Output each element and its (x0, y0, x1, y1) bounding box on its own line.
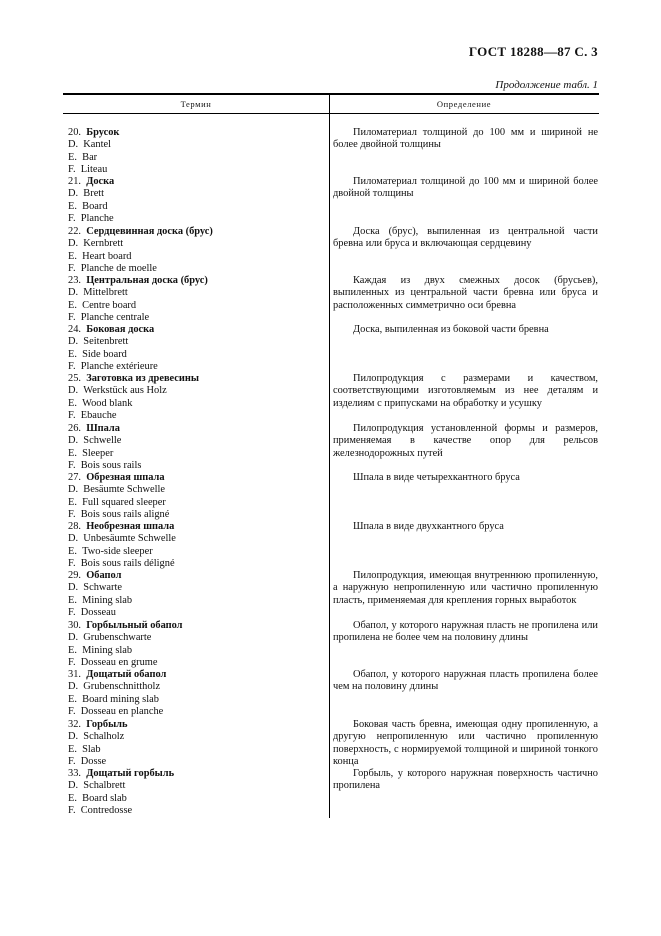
term-cell (68, 324, 328, 373)
term-cell (68, 521, 328, 570)
term-english: Centre board (82, 299, 137, 311)
term-german-line: D. Grubenschwarte (68, 632, 152, 644)
definition-text: Доска (брус), выпиленная из центральной части бревна или бруса и включающая сердцевину (333, 226, 598, 250)
term-english-line: E. Board (68, 200, 108, 212)
column-divider (329, 94, 330, 818)
term-cell (68, 176, 328, 225)
term-french: Dosseau en planche (80, 705, 164, 717)
term-russian: Сердцевинная доска (брус) (86, 226, 213, 237)
term-cell (68, 275, 328, 324)
term-english-line: E. Centre board (68, 299, 137, 311)
term-english: Full squared sleeper (82, 496, 166, 508)
term-german-line: D. Brett (68, 188, 105, 200)
term-german: Grubenschwarte (83, 632, 152, 644)
term-german-line: D. Schwelle (68, 435, 122, 447)
term-cell (68, 472, 328, 521)
term-german-line: D. Kantel (68, 139, 111, 151)
term-french-line: F. Planche extérieure (68, 360, 158, 372)
term-russian: Необрезная шпала (86, 521, 175, 532)
term-cell (68, 373, 328, 422)
term-english: Mining slab (82, 594, 133, 606)
definition-text: Шпала в виде двухкантного бруса (353, 521, 504, 532)
term-german-line: D. Schwarte (68, 582, 122, 594)
term-french: Planche extérieure (80, 360, 158, 372)
definition-text: Пиломатериал толщиной до 100 мм и шириной более двойной толщины (333, 176, 598, 200)
term-english: Side board (82, 348, 127, 360)
term-number: 30. (68, 620, 81, 631)
definition-text: Обапол, у которого наружная пласть не пропилена или пропилена не более чем на половину длины (333, 620, 598, 644)
term-english: Slab (82, 743, 101, 755)
term-german-line: D. Grubenschnittholz (68, 681, 161, 693)
term-russian: Горбыльный обапол (86, 620, 183, 631)
term-number: 28. (68, 521, 81, 532)
term-russian: Доска (86, 176, 115, 187)
term-cell (68, 669, 328, 718)
definition-text: Пилопродукция установленной формы и размеров, применяемая в качестве опор для рельсов железнодорожных путей (333, 423, 598, 459)
term-number: 26. (68, 423, 81, 434)
term-german: Schwarte (83, 582, 122, 594)
term-german-line: D. Besäumte Schwelle (68, 484, 165, 496)
term-cell (68, 127, 328, 176)
term-cell (68, 570, 328, 619)
definition-cell (333, 472, 598, 484)
term-english-line: E. Wood blank (68, 397, 133, 409)
term-french: Bois sous rails (80, 459, 142, 471)
term-french: Planche centrale (80, 311, 150, 323)
term-french: Ebauche (80, 409, 117, 421)
term-russian: Шпала (86, 423, 120, 434)
term-french: Planche de moelle (80, 262, 157, 274)
term-english-line: E. Mining slab (68, 644, 133, 656)
term-english: Board slab (82, 792, 127, 804)
term-russian: Заготовка из древесины (86, 373, 199, 384)
definition-cell (333, 521, 598, 533)
term-french: Bois sous rails aligné (80, 508, 170, 520)
term-number: 25. (68, 373, 81, 384)
term-number: 27. (68, 472, 81, 483)
term-number: 20. (68, 127, 81, 138)
term-french-line: F. Bois sous rails (68, 459, 142, 471)
term-french: Dosseau en grume (80, 656, 158, 668)
definition-cell (333, 570, 598, 607)
term-english: Mining slab (82, 644, 133, 656)
term-french: Liteau (80, 163, 108, 175)
term-french-line: F. Dosseau (68, 606, 116, 618)
definition-cell (333, 275, 598, 312)
term-english: Bar (82, 151, 98, 163)
definition-cell (333, 127, 598, 152)
term-french: Bois sous rails déligné (80, 557, 175, 569)
column-header-definition: Определение (436, 99, 492, 109)
term-german: Besäumte Schwelle (83, 484, 165, 496)
term-number: 32. (68, 719, 81, 730)
term-cell (68, 620, 328, 669)
term-russian: Центральная доска (брус) (86, 275, 208, 286)
term-english: Heart board (82, 250, 132, 262)
term-german: Schwelle (83, 435, 122, 447)
term-english-line: E. Full squared sleeper (68, 496, 166, 508)
table-continuation-note: Продолжение табл. 1 (495, 79, 598, 91)
term-german: Schalbrett (83, 780, 126, 792)
definition-cell (333, 719, 598, 768)
definition-text: Шпала в виде четырехкантного бруса (353, 472, 520, 483)
term-russian: Дощатый горбыль (86, 768, 175, 779)
term-french-line: F. Dosse (68, 755, 107, 767)
definition-cell (333, 620, 598, 645)
term-french-line: F. Bois sous rails aligné (68, 508, 170, 520)
term-german-line: D. Schalbrett (68, 780, 126, 792)
term-german: Mittelbrett (83, 287, 128, 299)
term-english-line: E. Bar (68, 151, 98, 163)
term-english-line: E. Mining slab (68, 594, 133, 606)
term-english: Wood blank (82, 397, 133, 409)
definition-text: Обапол, у которого наружная пласть пропилена более чем на половину длины (333, 669, 598, 693)
term-number: 23. (68, 275, 81, 286)
term-german: Kernbrett (83, 238, 124, 250)
term-english-line: E. Board slab (68, 792, 127, 804)
term-french-line: F. Liteau (68, 163, 108, 175)
term-german-line: D. Werkstück aus Holz (68, 385, 167, 397)
term-english-line: E. Two-side sleeper (68, 545, 153, 557)
term-cell (68, 226, 328, 275)
term-german: Kantel (83, 139, 111, 151)
definition-cell (333, 226, 598, 251)
term-german: Unbesäumte Schwelle (83, 533, 176, 545)
definition-text: Пилопродукция с размерами и качеством, соответствующими изготовляемым из нее деталям и изделиям с припусками на обработку и усушку (333, 373, 598, 409)
term-russian: Обапол (86, 570, 122, 581)
term-german-line: D. Schalholz (68, 731, 125, 743)
term-number: 24. (68, 324, 81, 335)
term-german-line: D. Seitenbrett (68, 336, 129, 348)
term-french-line: F. Ebauche (68, 409, 117, 421)
term-number: 33. (68, 768, 81, 779)
term-number: 22. (68, 226, 81, 237)
term-english: Board mining slab (82, 693, 159, 705)
term-russian: Брусок (86, 127, 120, 138)
column-header-term: Термин (180, 99, 212, 109)
term-russian: Боковая доска (86, 324, 155, 335)
definition-cell (333, 373, 598, 410)
definition-cell (333, 324, 598, 336)
term-french: Dosseau (80, 606, 116, 618)
term-french: Dosse (80, 755, 107, 767)
term-french-line: F. Planche (68, 212, 114, 224)
term-french-line: F. Dosseau en planche (68, 705, 164, 717)
term-russian: Дощатый обапол (86, 669, 167, 680)
definition-text: Пилопродукция, имеющая внутреннюю пропиленную, а наружную непропиленную или частично пропиленную пласть, применяемая для крепления горных выработок (333, 570, 598, 606)
term-french-line: F. Planche de moelle (68, 262, 157, 274)
term-french-line: F. Contredosse (68, 804, 133, 816)
term-german: Brett (83, 188, 105, 200)
definition-text: Доска, выпиленная из боковой части бревна (353, 324, 549, 335)
term-german: Schalholz (83, 731, 125, 743)
term-french-line: F. Dosseau en grume (68, 656, 158, 668)
page-header: ГОСТ 18288—87 С. 3 (468, 44, 598, 59)
definition-cell (333, 768, 598, 793)
term-number: 21. (68, 176, 81, 187)
term-english: Two-side sleeper (82, 545, 153, 557)
term-french-line: F. Bois sous rails déligné (68, 557, 175, 569)
term-german-line: D. Kernbrett (68, 238, 124, 250)
term-english-line: E. Heart board (68, 250, 132, 262)
term-cell (68, 719, 328, 768)
definition-cell (333, 176, 598, 201)
definition-cell (333, 669, 598, 694)
term-german-line: D. Mittelbrett (68, 287, 128, 299)
column-headers (63, 95, 599, 113)
term-russian: Горбыль (86, 719, 128, 730)
term-number: 29. (68, 570, 81, 581)
term-german: Grubenschnittholz (83, 681, 161, 693)
term-english-line: E. Board mining slab (68, 693, 159, 705)
term-german: Seitenbrett (83, 336, 129, 348)
term-cell (68, 423, 328, 472)
term-english-line: E. Sleeper (68, 447, 114, 459)
term-french: Contredosse (80, 804, 133, 816)
term-french-line: F. Planche centrale (68, 311, 150, 323)
term-french: Planche (80, 212, 114, 224)
term-english-line: E. Side board (68, 348, 127, 360)
definition-text: Каждая из двух смежных досок (брусьев), выпиленных из центральной части бревна или бруса и расположенных симметрично оси бревна (333, 275, 598, 311)
term-german-line: D. Unbesäumte Schwelle (68, 533, 176, 545)
term-german: Werkstück aus Holz (83, 385, 167, 397)
term-english: Sleeper (82, 447, 114, 459)
term-russian: Обрезная шпала (86, 472, 165, 483)
definition-text: Пиломатериал толщиной до 100 мм и шириной не более двойной толщины (333, 127, 598, 151)
header-rule (63, 113, 599, 114)
term-english-line: E. Slab (68, 743, 101, 755)
term-english: Board (82, 200, 108, 212)
term-number: 31. (68, 669, 81, 680)
definition-text: Горбыль, у которого наружная поверхность частично пропилена (333, 768, 598, 792)
definition-text: Боковая часть бревна, имеющая одну пропиленную, а другую непропиленную или частично пропиленную поверхность, с нормируемой толщиной и шириной тонкого конца (333, 719, 598, 767)
definition-cell (333, 423, 598, 460)
term-cell (68, 768, 328, 817)
